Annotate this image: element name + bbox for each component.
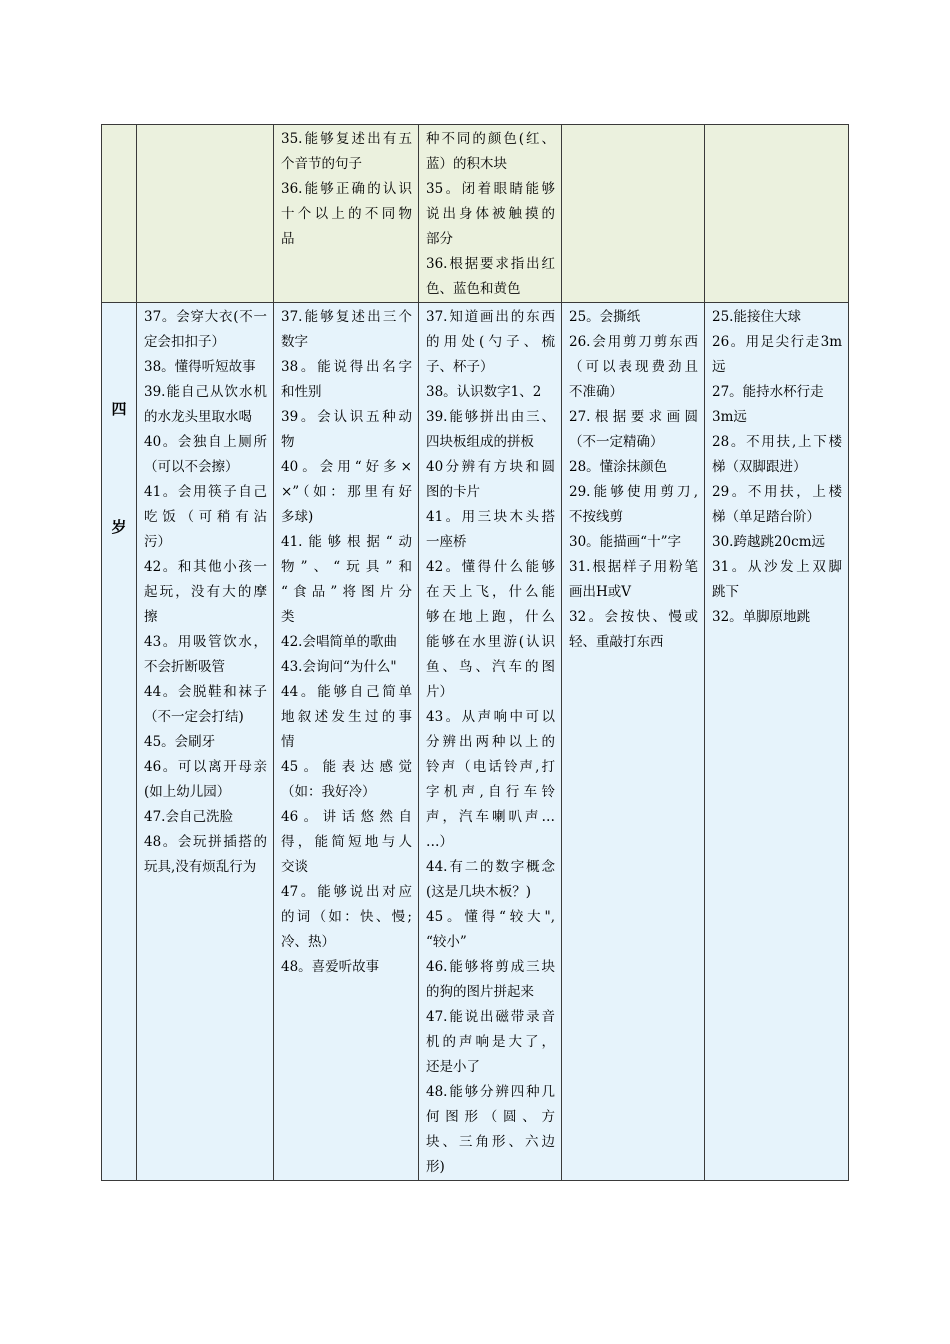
cognition-cell [419,303,562,1181]
age-cell-four-years [102,303,137,1181]
cell-text-line: （可以不会擦） [144,459,239,475]
cell-text-line: 29。不用扶，上楼 [712,484,842,500]
cell-text-line: 不会折断吸管 [144,659,225,675]
cell-text-line: 40。会独自上厕所 [144,434,267,450]
cell-text-line: 43。从声响中可以 [426,709,555,725]
cell-text-line: 38。能说得出名字 [281,359,412,375]
cell-text-line: 冷、热） [281,934,335,950]
cell-text-line: 45。懂得“较大", [426,909,555,925]
cell-text-line: 40。会用“好多× [281,459,412,475]
cell-text-line: 39.能自己从饮水机 [144,384,267,400]
cell-text-line: 25.能接住大球 [712,309,801,325]
cell-text-line: 31。从沙发上双脚 [712,559,842,575]
cell-text-line: 品 [281,231,295,247]
cell-text-line: 27。能持水杯行走 [712,384,824,400]
cell-text-line: 跳下 [712,584,739,600]
cell-text-line: 数字 [281,334,308,350]
cell-text-line: 40分辨有方块和圆 [426,459,555,475]
cell-text-line: 的用处(勺子、梳 [426,334,555,350]
cell-text-line: 30。能描画“十”字 [569,534,681,550]
cell-text-line: 29.能够使用剪刀, [569,484,698,500]
cell-text-line: 41。会用筷子自己 [144,484,267,500]
cell-text-line: （如：我好冷） [281,784,376,800]
cell-text-line: 情 [281,734,295,750]
cell-text-line: 在天上飞，什么能 [426,584,555,600]
cell-text-line: 46。讲话悠然自 [281,809,412,825]
cell-text-line: 45。会刷牙 [144,734,216,750]
cell-text-line: 个音节的句子 [281,156,362,172]
cell-text-line: 47。能够说出对应 [281,884,412,900]
cell-text-line: 27.根据要求画圆 [569,409,698,425]
table-row-four-years [102,303,849,1181]
cell-text-line: 轻、重敲打东西 [569,634,664,650]
cell-text-line: 字机声,自行车铃 [426,784,555,800]
cell-text-line: 擦 [144,609,158,625]
cell-text-line: 铃声（电话铃声,打 [426,759,555,775]
cell-text-line: 35.能够复述出有五 [281,131,412,147]
cell-text-line: 污） [144,534,171,550]
cell-text-line: 和性别 [281,384,322,400]
cell-text-line: 够在地上跑，什么 [426,609,555,625]
cell-text-line: 37.知道画出的东西 [426,309,555,325]
cell-text-line: （不一定会打结) [144,709,244,725]
cell-text-line: 3m远 [712,409,747,425]
cell-text-line: 类 [281,609,295,625]
cell-text-line: 四块板组成的拼板 [426,434,534,450]
cell-text-line: …） [426,834,453,850]
cell-text-line: 子、杯子） [426,359,494,375]
cell-text-line: 声，汽车喇叭声… [426,809,555,825]
cell-text-line: 38。认识数字1、2 [426,384,542,400]
gross-motor-cell [705,303,849,1181]
cell-text-line: 44。会脱鞋和袜子 [144,684,267,700]
cell-text-line: 图的卡片 [426,484,480,500]
cell-text-line: 46.能够将剪成三块 [426,959,555,975]
cell-text-line: 47.能说出磁带录音 [426,1009,555,1025]
cell-text-line: 鱼、鸟、汽车的图 [426,659,555,675]
selfcare-cell [137,125,274,303]
cell-text-line: 36.根据要求指出红 [426,256,555,272]
cell-text-line: 得，能简短地与人 [281,834,412,850]
fine-motor-cell [562,125,705,303]
cell-text-line: 片） [426,684,453,700]
cell-text-line: 39.能够拼出由三、 [426,409,555,425]
cell-text-line: 38。懂得听短故事 [144,359,256,375]
cell-text-line: 37.能够复述出三个 [281,309,412,325]
cell-text-line: 的词（如：快、慢; [281,909,412,925]
cell-text-line: 部分 [426,231,453,247]
cell-text-line: 的水龙头里取水喝 [144,409,252,425]
cell-text-line: （不一定精确） [569,434,664,450]
cell-text-line: 不准确） [569,384,623,400]
cell-text-line: 42。和其他小孩一 [144,559,267,575]
cell-text-line: 36.能够正确的认识 [281,181,412,197]
cell-text-line: 44。能够自己简单 [281,684,412,700]
cell-text-line: 48.能够分辨四种几 [426,1084,555,1100]
cell-text-line: 35。闭着眼睛能够 [426,181,555,197]
cell-text-line: 44.有二的数字概念 [426,859,555,875]
cell-text-line: 玩具,没有烦乱行为 [144,859,257,875]
cell-text-line: 说出身体被触摸的 [426,206,555,222]
cell-text-line: 41.能够根据“动 [281,534,412,550]
cell-text-line: 梯（单足踏台阶） [712,509,820,525]
cell-text-line: （可以表现费劲且 [569,359,698,375]
development-milestone-table [101,124,849,1181]
cell-text-line: 还是小了 [426,1059,480,1075]
cell-text-line: 39。会认识五种动 [281,409,412,425]
cell-text-line: 机的声响是大了， [426,1034,555,1050]
cell-text-line: 不按线剪 [569,509,623,525]
cell-text-line: 25。会撕纸 [569,309,641,325]
cell-text-line: 46。可以离开母亲 [144,759,267,775]
cell-text-line: 梯（双脚跟进） [712,459,807,475]
cell-text-line: 画出H或V [569,584,632,600]
cell-text-line: 45。能表达感觉 [281,759,412,775]
cell-text-line: “较小” [426,934,467,950]
cell-text-line: 37。会穿大衣(不一 [144,309,267,325]
selfcare-cell [137,303,274,1181]
cell-text-line: 的狗的图片拼起来 [426,984,534,1000]
cell-text-line: 48。会玩拼插搭的 [144,834,267,850]
cell-text-line: 地叙述发生过的事 [281,709,412,725]
cell-text-line: 形) [426,1159,445,1175]
cell-text-line: 41。用三块木头搭 [426,509,555,525]
cell-text-line: 分辨出两种以上的 [426,734,555,750]
cell-text-line: 何图形（圆、方 [426,1109,555,1125]
cell-text-line: 42.会唱简单的歌曲 [281,634,397,650]
cell-text-line: 43。用吸管饮水， [144,634,267,650]
cell-text-line: 物”、“玩具”和 [281,559,412,575]
cell-text-line: 47.会自己洗脸 [144,809,233,825]
cell-text-line: 48。喜爱听故事 [281,959,380,975]
cell-text-line: “食品”将图片分 [281,584,412,600]
cell-text-line: 28。不用扶,上下楼 [712,434,842,450]
cell-text-line: 块、三角形、六边 [426,1134,555,1150]
cell-text-line: (这是几块木板？) [426,884,532,900]
table-row-previous-age [102,125,849,303]
cell-text-line: 32。单脚原地跳 [712,609,811,625]
cell-text-line: 远 [712,359,726,375]
language-cell [274,303,419,1181]
cell-text-line: 定会扣扣子） [144,334,225,350]
cell-text-line: (如上幼儿园） [144,784,231,800]
cell-text-line: 26。用足尖行走3m [712,334,842,350]
cell-text-line: 43.会询问“为什么" [281,659,397,675]
language-cell [274,125,419,303]
cell-text-line: 32。会按快、慢或 [569,609,698,625]
cell-text-line: 色、蓝色和黄色 [426,281,521,297]
cognition-cell [419,125,562,303]
cell-text-line: 吃饭（可稍有沾 [144,509,267,525]
cell-text-line: 一座桥 [426,534,467,550]
fine-motor-cell [562,303,705,1181]
cell-text-line: 多球) [281,509,314,525]
age-char-four: 四 [111,400,127,418]
gross-motor-cell [705,125,849,303]
cell-text-line: 42。懂得什么能够 [426,559,555,575]
cell-text-line: 28。懂涂抹颜色 [569,459,668,475]
cell-text-line: 十个以上的不同物 [281,206,412,222]
cell-text-line: 起玩，没有大的摩 [144,584,267,600]
cell-text-line: 物 [281,434,295,450]
cell-text-line: 交谈 [281,859,308,875]
cell-text-line: 30.跨越跳20cm远 [712,534,826,550]
cell-text-line: 能够在水里游(认识 [426,634,555,650]
cell-text-line: 26.会用剪刀剪东西 [569,334,698,350]
cell-text-line: 种不同的颜色(红、 [426,131,555,147]
cell-text-line: 31.根据样子用粉笔 [569,559,698,575]
cell-text-line: 蓝）的积木块 [426,156,507,172]
age-cell [102,125,137,303]
cell-text-line: ×”（如：那里有好 [281,484,412,500]
age-char-years: 岁 [111,518,127,536]
